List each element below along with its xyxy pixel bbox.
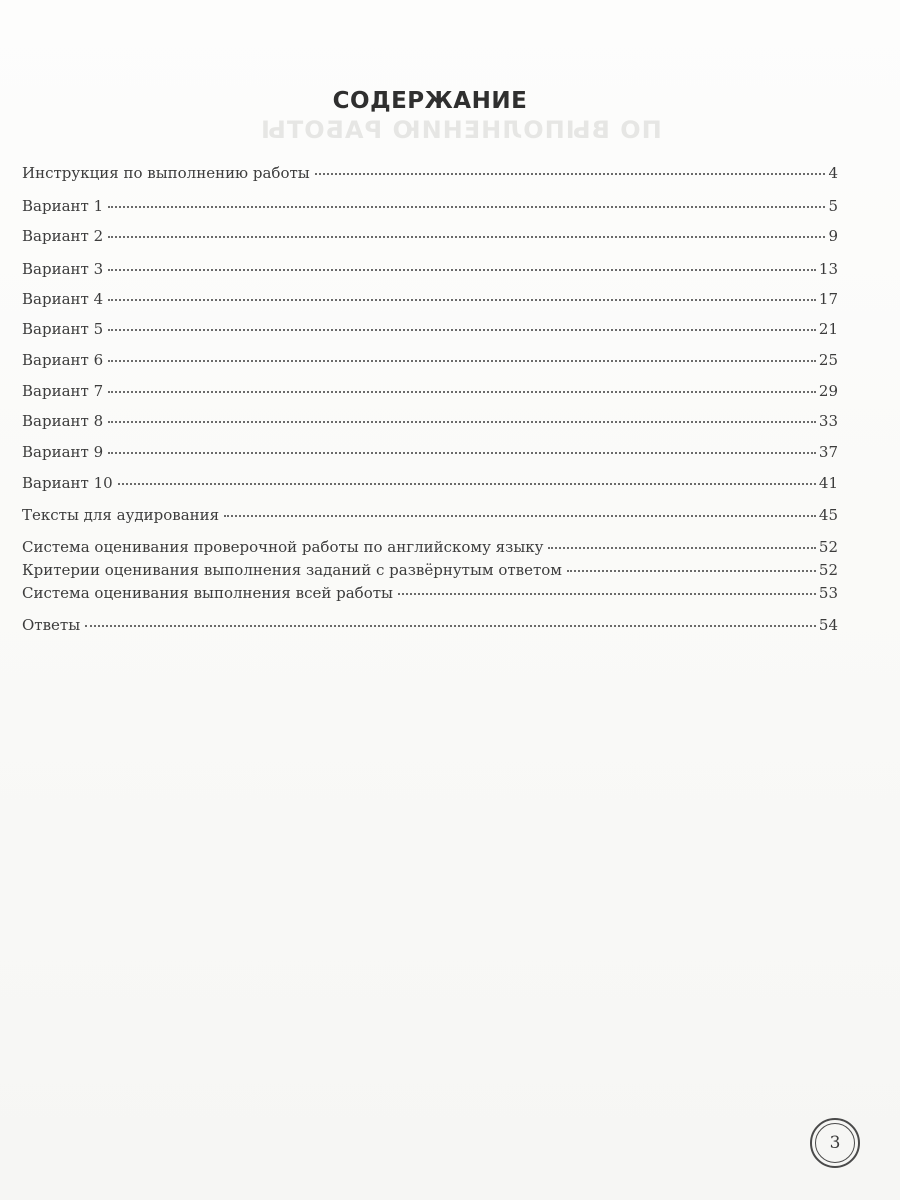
toc-entry-listening-texts[interactable]: [22, 504, 838, 526]
bleed-through-text: ПО ВЫПОЛНЕНИЮ РАБОТЫ: [260, 116, 662, 144]
toc-entry-variant-7[interactable]: [22, 380, 838, 402]
toc-entry-label: Система оценивания выполнения всей работы: [22, 584, 393, 602]
toc-entry-page: 45: [818, 506, 838, 524]
toc-entry-variant-6[interactable]: [22, 349, 838, 371]
toc-entry-variant-1[interactable]: [22, 195, 838, 217]
dot-leader: [108, 421, 816, 423]
toc-entry-page: 17: [818, 290, 838, 308]
dot-leader: [567, 570, 816, 572]
toc-entry-page: 54: [818, 616, 838, 634]
toc-entry-label: Вариант 8: [22, 412, 104, 430]
toc-entry-label: Вариант 7: [22, 382, 104, 400]
toc-entry-page: 25: [818, 351, 838, 369]
toc-entry-grading-system-english[interactable]: [22, 536, 838, 558]
toc-entry-page: 5: [828, 197, 838, 215]
dot-leader: [108, 269, 816, 271]
toc-entry-label: Вариант 5: [22, 320, 104, 338]
dot-leader: [108, 391, 816, 393]
toc-entry-page: 53: [818, 584, 838, 602]
toc-entry-variant-10[interactable]: [22, 472, 838, 494]
dot-leader: [108, 329, 816, 331]
dot-leader: [85, 625, 816, 627]
toc-entry-variant-8[interactable]: [22, 410, 838, 432]
toc-entry-page: 21: [818, 320, 838, 338]
toc-entry-variant-2[interactable]: [22, 225, 838, 247]
toc-entry-instructions[interactable]: [22, 162, 838, 184]
toc-entry-label: Тексты для аудирования: [22, 506, 220, 524]
toc-entry-page: 9: [828, 227, 838, 245]
toc-entry-label: Критерии оценивания выполнения заданий с развёрнутым ответом: [22, 561, 562, 579]
dot-leader: [315, 173, 825, 175]
toc-entry-label: Ответы: [22, 616, 81, 634]
dot-leader: [108, 236, 825, 238]
toc-entry-whole-work-grading[interactable]: [22, 582, 838, 604]
dot-leader: [108, 452, 816, 454]
toc-entry-page: 37: [818, 443, 838, 461]
toc-entry-variant-9[interactable]: [22, 441, 838, 463]
dot-leader: [398, 593, 816, 595]
toc-entry-page: 13: [818, 260, 838, 278]
toc-entry-answers[interactable]: [22, 614, 838, 636]
toc-entry-page: 52: [818, 538, 838, 556]
toc-entry-page: 52: [818, 561, 838, 579]
dot-leader: [224, 515, 816, 517]
dot-leader: [108, 299, 816, 301]
toc-entry-label: Вариант 9: [22, 443, 104, 461]
toc-entry-label: Вариант 1: [22, 197, 104, 215]
toc-entry-page: 41: [818, 474, 838, 492]
page-number-badge: [810, 1118, 860, 1168]
toc-entry-extended-answer-criteria[interactable]: [22, 559, 838, 581]
toc-entry-variant-3[interactable]: [22, 258, 838, 280]
toc-entry-page: 33: [818, 412, 838, 430]
page-title: СОДЕРЖАНИЕ: [332, 88, 528, 114]
toc-entry-variant-4[interactable]: [22, 288, 838, 310]
toc-entry-label: Инструкция по выполнению работы: [22, 164, 310, 182]
dot-leader: [548, 547, 815, 549]
toc-entry-label: Вариант 2: [22, 227, 104, 245]
dot-leader: [108, 360, 816, 362]
toc-entry-label: Вариант 4: [22, 290, 104, 308]
toc-entry-label: Вариант 10: [22, 474, 113, 492]
dot-leader: [118, 483, 816, 485]
toc-entry-variant-5[interactable]: [22, 318, 838, 340]
toc-entry-label: Вариант 3: [22, 260, 104, 278]
toc-entry-label: Система оценивания проверочной работы по английскому языку: [22, 538, 544, 556]
toc-entry-label: Вариант 6: [22, 351, 104, 369]
toc-entry-page: 4: [828, 164, 838, 182]
toc-entry-page: 29: [818, 382, 838, 400]
dot-leader: [108, 206, 825, 208]
page-number: 3: [815, 1123, 855, 1163]
